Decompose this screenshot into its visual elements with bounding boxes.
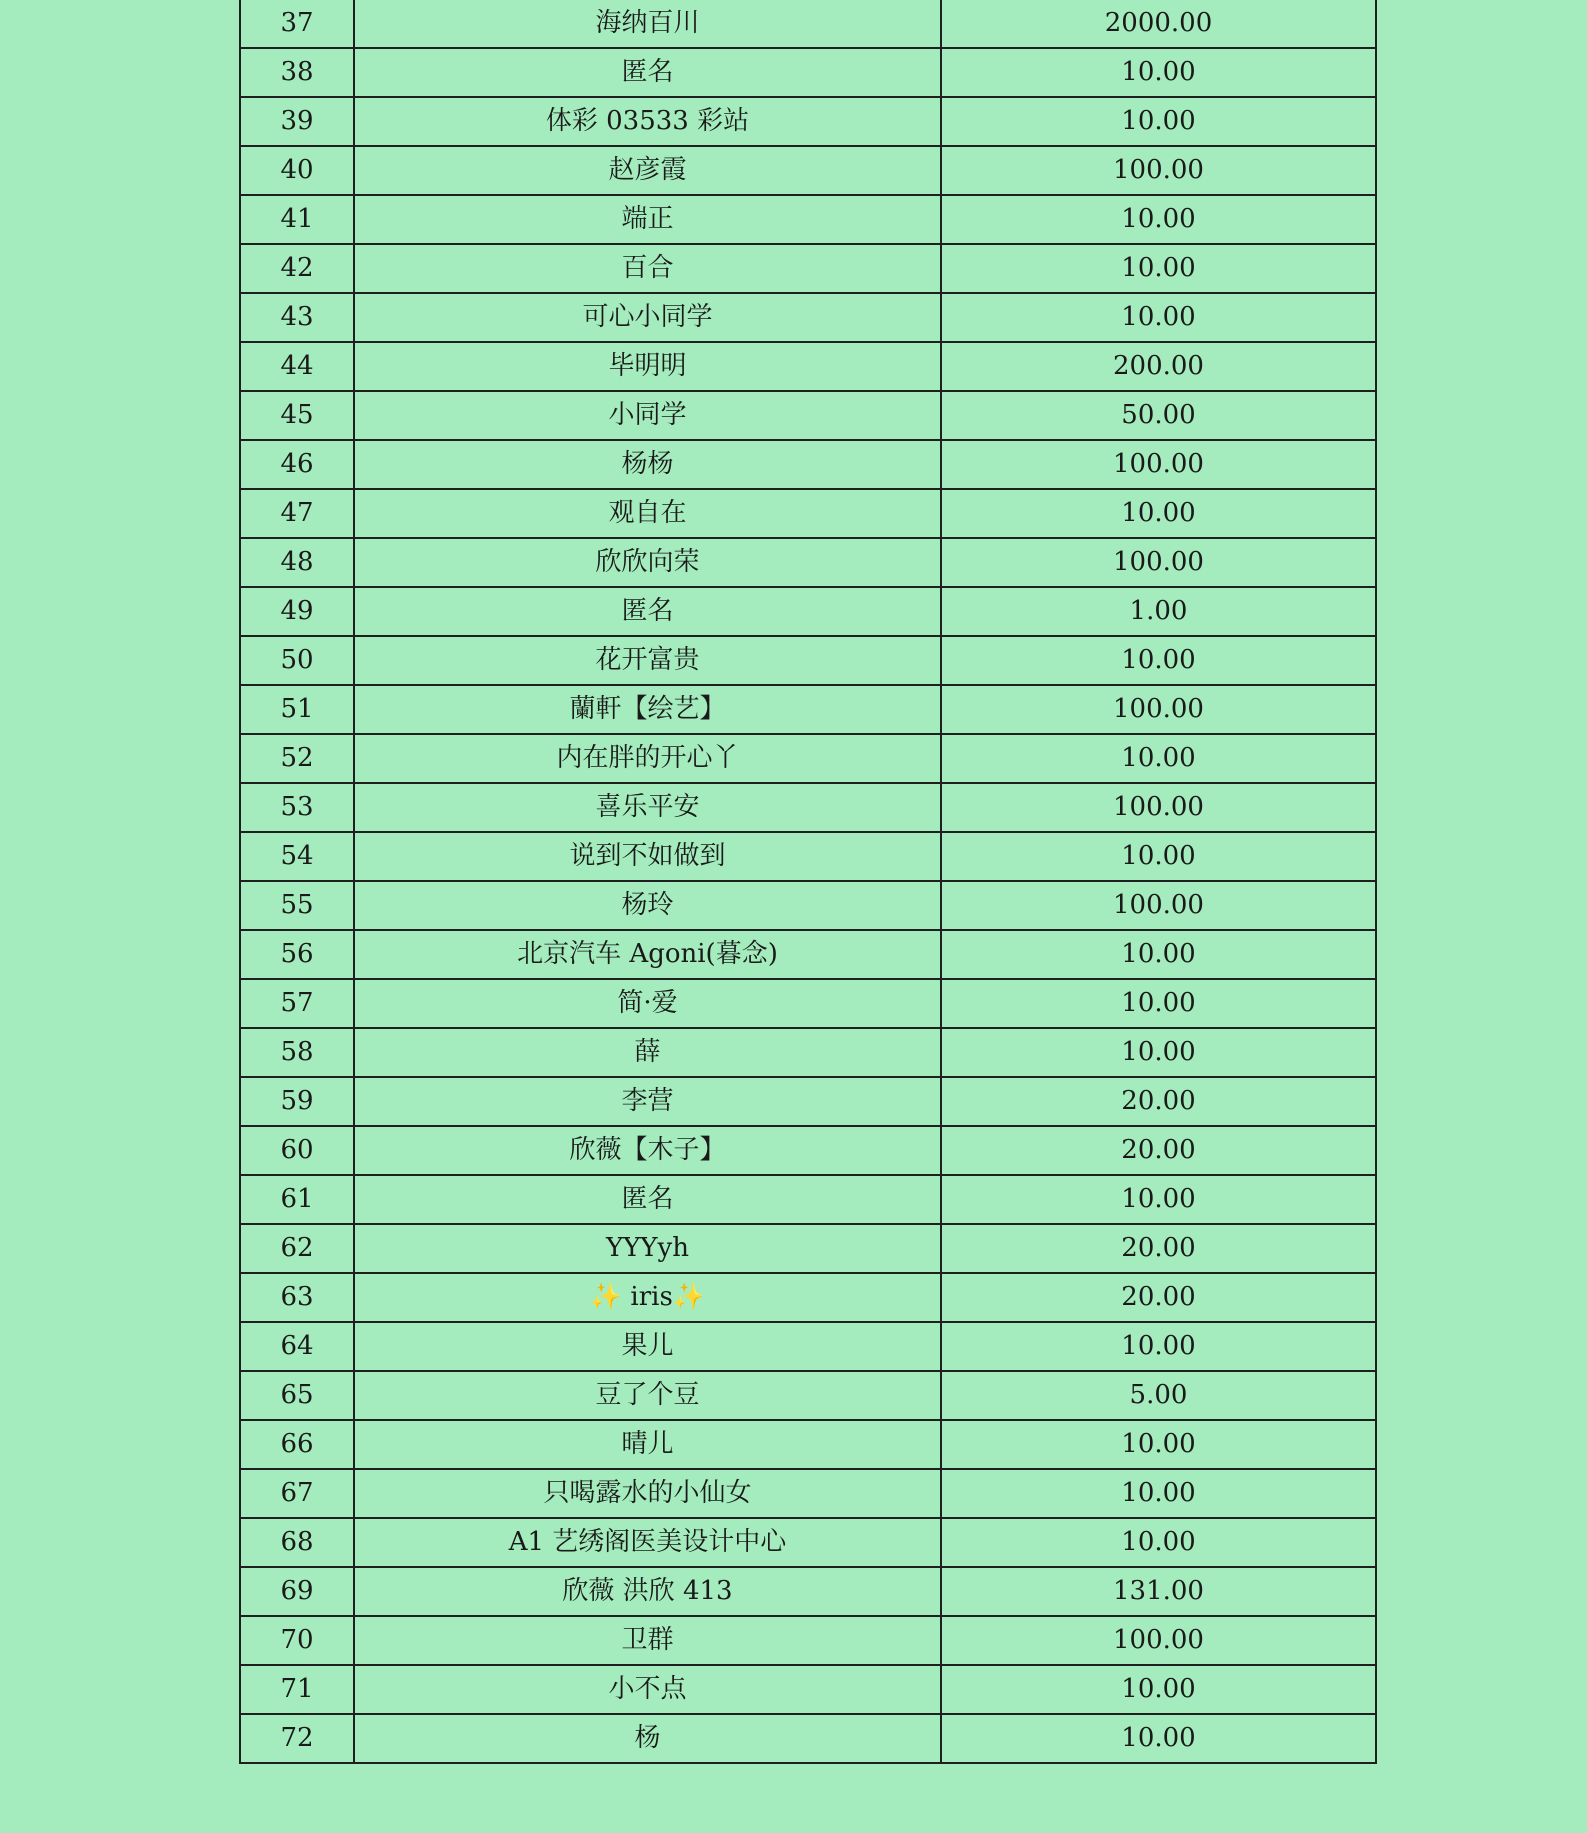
donation-amount: 2000.00: [941, 0, 1376, 48]
row-number: 62: [240, 1224, 354, 1273]
donation-amount: 100.00: [941, 783, 1376, 832]
donation-amount: 100.00: [941, 881, 1376, 930]
row-number: 59: [240, 1077, 354, 1126]
donation-amount: 10.00: [941, 293, 1376, 342]
table-row: [240, 1420, 1376, 1469]
table-row: [240, 636, 1376, 685]
row-number: 39: [240, 97, 354, 146]
table-row: [240, 1665, 1376, 1714]
row-number: 38: [240, 48, 354, 97]
row-number: 50: [240, 636, 354, 685]
donor-name: 薛: [354, 1028, 941, 1077]
table-row: [240, 489, 1376, 538]
donor-name: 杨: [354, 1714, 941, 1763]
table-row: [240, 832, 1376, 881]
donor-name: 蘭軒【绘艺】: [354, 685, 941, 734]
row-number: 48: [240, 538, 354, 587]
row-number: 54: [240, 832, 354, 881]
table-row: [240, 1567, 1376, 1616]
row-number: 68: [240, 1518, 354, 1567]
table-row: [240, 1028, 1376, 1077]
table-row: [240, 538, 1376, 587]
donation-amount: 10.00: [941, 1469, 1376, 1518]
donation-amount: 50.00: [941, 391, 1376, 440]
row-number: 45: [240, 391, 354, 440]
donation-amount: 10.00: [941, 48, 1376, 97]
donor-name: 喜乐平安: [354, 783, 941, 832]
donor-name: 欣薇【木子】: [354, 1126, 941, 1175]
table-row: [240, 146, 1376, 195]
donor-name: 杨玲: [354, 881, 941, 930]
donor-name: 体彩 03533 彩站: [354, 97, 941, 146]
row-number: 69: [240, 1567, 354, 1616]
table-row: [240, 1126, 1376, 1175]
table-row: [240, 1322, 1376, 1371]
donation-amount: 10.00: [941, 636, 1376, 685]
donor-name: 欣薇 洪欣 413: [354, 1567, 941, 1616]
table-row: [240, 1714, 1376, 1763]
donor-name: 赵彦霞: [354, 146, 941, 195]
donation-amount: 10.00: [941, 1518, 1376, 1567]
donor-name: 说到不如做到: [354, 832, 941, 881]
row-number: 40: [240, 146, 354, 195]
donor-name: 只喝露水的小仙女: [354, 1469, 941, 1518]
donation-amount: 10.00: [941, 195, 1376, 244]
donation-amount: 10.00: [941, 1420, 1376, 1469]
donor-name: ✨ iris✨: [354, 1273, 941, 1322]
donor-name: 可心小同学: [354, 293, 941, 342]
table-row: [240, 195, 1376, 244]
donor-name: 卫群: [354, 1616, 941, 1665]
table-row: [240, 881, 1376, 930]
table-row: [240, 734, 1376, 783]
donor-name: 果儿: [354, 1322, 941, 1371]
table-row: [240, 1469, 1376, 1518]
donation-amount: 10.00: [941, 832, 1376, 881]
row-number: 41: [240, 195, 354, 244]
table-row: [240, 440, 1376, 489]
donor-name: 匿名: [354, 1175, 941, 1224]
row-number: 44: [240, 342, 354, 391]
donation-amount: 20.00: [941, 1224, 1376, 1273]
table-row: [240, 1371, 1376, 1420]
donation-amount: 100.00: [941, 538, 1376, 587]
table-row: [240, 293, 1376, 342]
donor-name: A1 艺绣阁医美设计中心: [354, 1518, 941, 1567]
donation-amount: 10.00: [941, 489, 1376, 538]
row-number: 57: [240, 979, 354, 1028]
donation-amount: 10.00: [941, 979, 1376, 1028]
table-row: [240, 391, 1376, 440]
row-number: 72: [240, 1714, 354, 1763]
table-row: [240, 48, 1376, 97]
row-number: 60: [240, 1126, 354, 1175]
donation-amount: 10.00: [941, 1175, 1376, 1224]
table-row: [240, 1273, 1376, 1322]
table-row: [240, 97, 1376, 146]
table-row: [240, 685, 1376, 734]
table-row: [240, 1616, 1376, 1665]
row-number: 55: [240, 881, 354, 930]
donor-name: 百合: [354, 244, 941, 293]
donation-amount: 10.00: [941, 1714, 1376, 1763]
donor-name: 晴儿: [354, 1420, 941, 1469]
donor-name: 小不点: [354, 1665, 941, 1714]
donor-name: 内在胖的开心丫: [354, 734, 941, 783]
donor-name: YYYyh: [354, 1224, 941, 1273]
donation-amount: 1.00: [941, 587, 1376, 636]
donor-name: 杨杨: [354, 440, 941, 489]
donor-name: 简·爱: [354, 979, 941, 1028]
donation-amount: 20.00: [941, 1273, 1376, 1322]
donation-amount: 100.00: [941, 1616, 1376, 1665]
donation-amount: 10.00: [941, 244, 1376, 293]
donation-amount: 5.00: [941, 1371, 1376, 1420]
table-row: [240, 587, 1376, 636]
donor-name: 李营: [354, 1077, 941, 1126]
donation-amount: 10.00: [941, 734, 1376, 783]
table-row: [240, 930, 1376, 979]
table-row: [240, 244, 1376, 293]
row-number: 37: [240, 0, 354, 48]
row-number: 46: [240, 440, 354, 489]
row-number: 71: [240, 1665, 354, 1714]
donor-name: 端正: [354, 195, 941, 244]
donor-name: 小同学: [354, 391, 941, 440]
donation-amount: 200.00: [941, 342, 1376, 391]
row-number: 53: [240, 783, 354, 832]
row-number: 43: [240, 293, 354, 342]
donation-amount: 10.00: [941, 930, 1376, 979]
donation-amount: 100.00: [941, 685, 1376, 734]
donor-name: 匿名: [354, 48, 941, 97]
row-number: 42: [240, 244, 354, 293]
donation-amount: 131.00: [941, 1567, 1376, 1616]
table-row: [240, 1224, 1376, 1273]
row-number: 64: [240, 1322, 354, 1371]
table-row: [240, 0, 1376, 48]
donor-name: 豆了个豆: [354, 1371, 941, 1420]
row-number: 56: [240, 930, 354, 979]
donor-name: 匿名: [354, 587, 941, 636]
table-row: [240, 342, 1376, 391]
donation-amount: 10.00: [941, 1028, 1376, 1077]
donor-name: 海纳百川: [354, 0, 941, 48]
row-number: 61: [240, 1175, 354, 1224]
donor-name: 毕明明: [354, 342, 941, 391]
donation-amount: 10.00: [941, 97, 1376, 146]
donor-name: 北京汽车 Agoni(暮念): [354, 930, 941, 979]
row-number: 47: [240, 489, 354, 538]
table-row: [240, 1518, 1376, 1567]
donation-amount: 10.00: [941, 1322, 1376, 1371]
donation-table: [239, 0, 1377, 1764]
row-number: 70: [240, 1616, 354, 1665]
donation-amount: 20.00: [941, 1126, 1376, 1175]
row-number: 51: [240, 685, 354, 734]
row-number: 66: [240, 1420, 354, 1469]
table-row: [240, 1175, 1376, 1224]
donation-table-body: [240, 0, 1376, 1763]
donor-name: 花开富贵: [354, 636, 941, 685]
donation-amount: 100.00: [941, 440, 1376, 489]
row-number: 49: [240, 587, 354, 636]
row-number: 52: [240, 734, 354, 783]
donation-amount: 10.00: [941, 1665, 1376, 1714]
donation-amount: 20.00: [941, 1077, 1376, 1126]
row-number: 67: [240, 1469, 354, 1518]
table-row: [240, 979, 1376, 1028]
table-row: [240, 783, 1376, 832]
donation-amount: 100.00: [941, 146, 1376, 195]
row-number: 65: [240, 1371, 354, 1420]
donor-name: 观自在: [354, 489, 941, 538]
table-row: [240, 1077, 1376, 1126]
row-number: 58: [240, 1028, 354, 1077]
donor-name: 欣欣向荣: [354, 538, 941, 587]
row-number: 63: [240, 1273, 354, 1322]
